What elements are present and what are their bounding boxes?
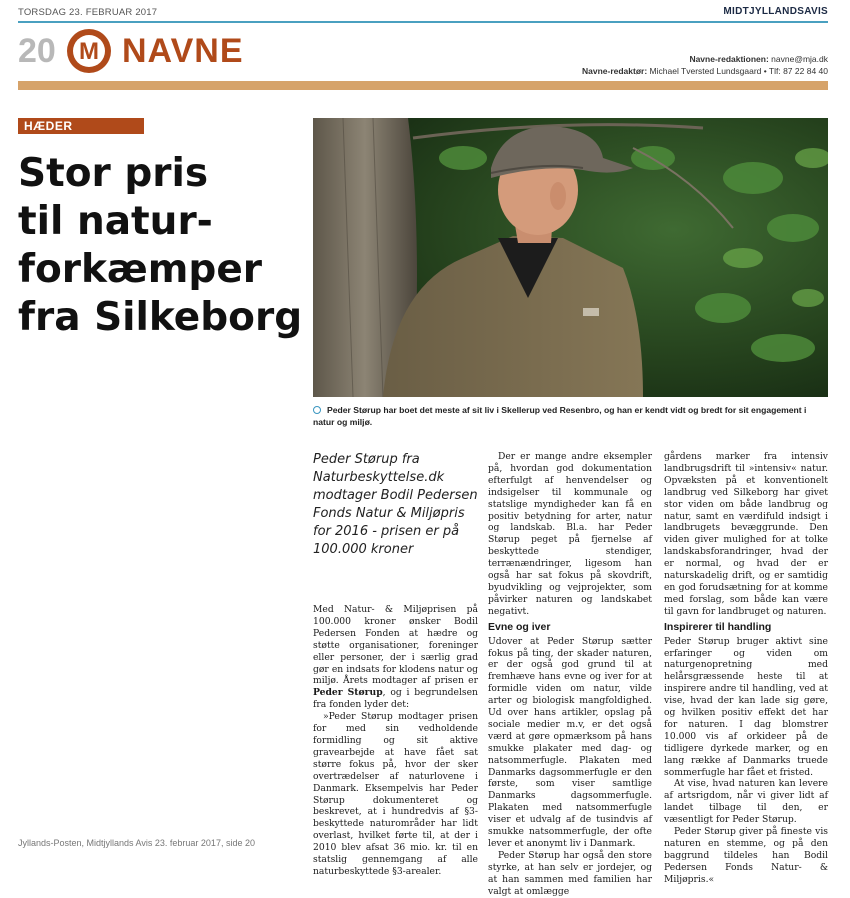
headline-line: forkæmper — [18, 247, 263, 292]
logo-letter: M — [79, 38, 99, 65]
contact-label: Navne-redaktionen: — [689, 54, 769, 64]
paragraph: Peder Størup giver på fineste vis naturen en stemme, og på den baggrund tildeles han Bodil Pedersen Fonds Natur- & Miljøpris.« — [664, 826, 828, 885]
article-column-3 — [664, 451, 828, 886]
subheading: Inspirerer til handling — [664, 620, 772, 633]
page-footer: Jyllands-Posten, Midtjyllands Avis 23. februar 2017, side 20 — [18, 838, 255, 848]
article-kicker: HÆDER — [18, 118, 144, 134]
paragraph: gårdens marker fra intensiv landbrugsdrift til »intensiv« natur. Opvæksten på et konventionelt landbrug ved Silkeborg har givet stor viden om både landbrug og natur, samt en værdifuld indsigt i landbrugets bevæggrunde. Den viden giver mulighed for at tolke landskabsforandringer, hvad der er normal, og hvad der er naturskadelig drift, og er samtidig en god forudsætning for at komme med forslag, som både kan være til gavn for landbruget og naturen. — [664, 451, 828, 617]
newspaper-logo-icon — [66, 28, 112, 74]
paragraph: At vise, hvad naturen kan levere af artsrigdom, når vi giver lidt af landet tilbage til den, er væsentligt for Peder Størup. — [664, 778, 828, 826]
article-lead: Peder Størup fra Naturbeskyttelse.dk modtager Bodil Pedersen Fonds Natur & Miljøpris for 2016 - prisen er på 100.000 kroner — [313, 452, 478, 557]
paragraph: Peder Størup bruger aktivt sine erfaringer og viden om naturgenopretning med helårsgræssende heste til at inspirere andre til handling, ved at vise, hvad der kan lade sig gøre, og hvilken positiv effekt det har for naturen. I dag blomstrer 10.000 vis af orkideer på de tidligere dyrkede marker, og en lang række af Danmarks truede sommerfugle har fået et fristed. — [664, 635, 828, 778]
photo-caption — [313, 404, 828, 428]
section-title: NAVNE — [122, 32, 244, 70]
paragraph: Peder Størup har også den store styrke, at han selv er jordejer, og at han sammen med familien har valgt at omlægge — [488, 849, 652, 897]
top-rule — [18, 21, 828, 23]
recipient-name: Peder Størup — [313, 687, 383, 699]
page-number: 20 — [18, 32, 56, 70]
contact-email: navne@mja.dk — [771, 54, 828, 64]
editor-contact — [582, 66, 828, 76]
paragraph: »Peder Størup modtager prisen for med sin vedholdende formidling og sit aktive gravearbejde at have fået sat større fokus på, hvor der sker overtrædelser af naturlovene i Danmark. Eksempelvis har Peder Størup dokumenteret og beskrevet, at i hundredvis af §3-beskyttede naturområder har lidt overlast, hvilket førte til, at der i 2010 blev afsat 36 mio. kr. til en statslig gennemgang af alle naturbeskyttede §3-arealer. — [313, 711, 478, 877]
headline-line: fra Silkeborg — [18, 295, 303, 340]
subheading: Evne og iver — [488, 620, 551, 633]
headline-line: Stor pris — [18, 151, 209, 196]
paragraph: Med Natur- & Miljøprisen på 100.000 kroner ønsker Bodil Pedersen Fonden at hædre og støtte organisationer, foreninger eller personer, der i særlig grad gør en indsats for klodens natur og miljø. Årets modtager af prisen er Peder Størup, og i begrundelsen fra fonden lyder det: — [313, 604, 478, 711]
caption-bullet-icon — [313, 406, 321, 414]
article-photo — [313, 118, 828, 397]
headline-line: til natur- — [18, 199, 213, 244]
article-column-1 — [313, 604, 478, 878]
issue-date: TORSDAG 23. FEBRUAR 2017 — [18, 7, 158, 18]
masthead-bar — [18, 81, 828, 90]
caption-text: Peder Størup har boet det meste af sit liv i Skellerup ved Resenbro, og han er kendt vidt og bredt for sit engagement i natur og miljø. — [313, 405, 807, 427]
article-headline — [18, 150, 308, 342]
paragraph: Der er mange andre eksempler på, hvordan god dokumentation efterfulgt af henvendelser og indsigelser til kommunale og statslige myndigheder kan få en positiv betydning for arter, natur og landskab. Bl.a. har Peder Størup peget på fjernelse af beskyttede stendiger, terrænændringer, ligesom han også har sat fokus på skovdrift, byudvikling og vejprojekter, som påvirker naturen og landskabet negativt. — [488, 451, 652, 617]
article-column-2 — [488, 451, 652, 898]
editor-name-phone: Michael Tversted Lundsgaard • Tlf: 87 22 84 40 — [649, 66, 828, 76]
paragraph: Udover at Peder Størup sætter fokus på ting, der skader naturen, er der også god grund til at fremhæve hans evne og iver for at formidle viden om natur, vilde arter og biologisk mangfoldighed. Ud over hans artikler, opslag på sociale medier m.v, er det også værd at gøre opmærksom på hans smukke plakater med dag- og natsommerfugle. Plakaten med Danmarks dagsommerfugle er den første, som viser samtlige Danmarks dagsommerfugle. Plakaten med natsommerfugle viser et udvalg af de tusindvis af smukke natsommerfugle, der ofte lever et anonymt liv i Danmark. — [488, 635, 652, 849]
newspaper-brand: MIDTJYLLANDSAVIS — [723, 6, 828, 17]
editorial-contact — [689, 54, 828, 64]
editor-label: Navne-redaktør: — [581, 66, 648, 76]
